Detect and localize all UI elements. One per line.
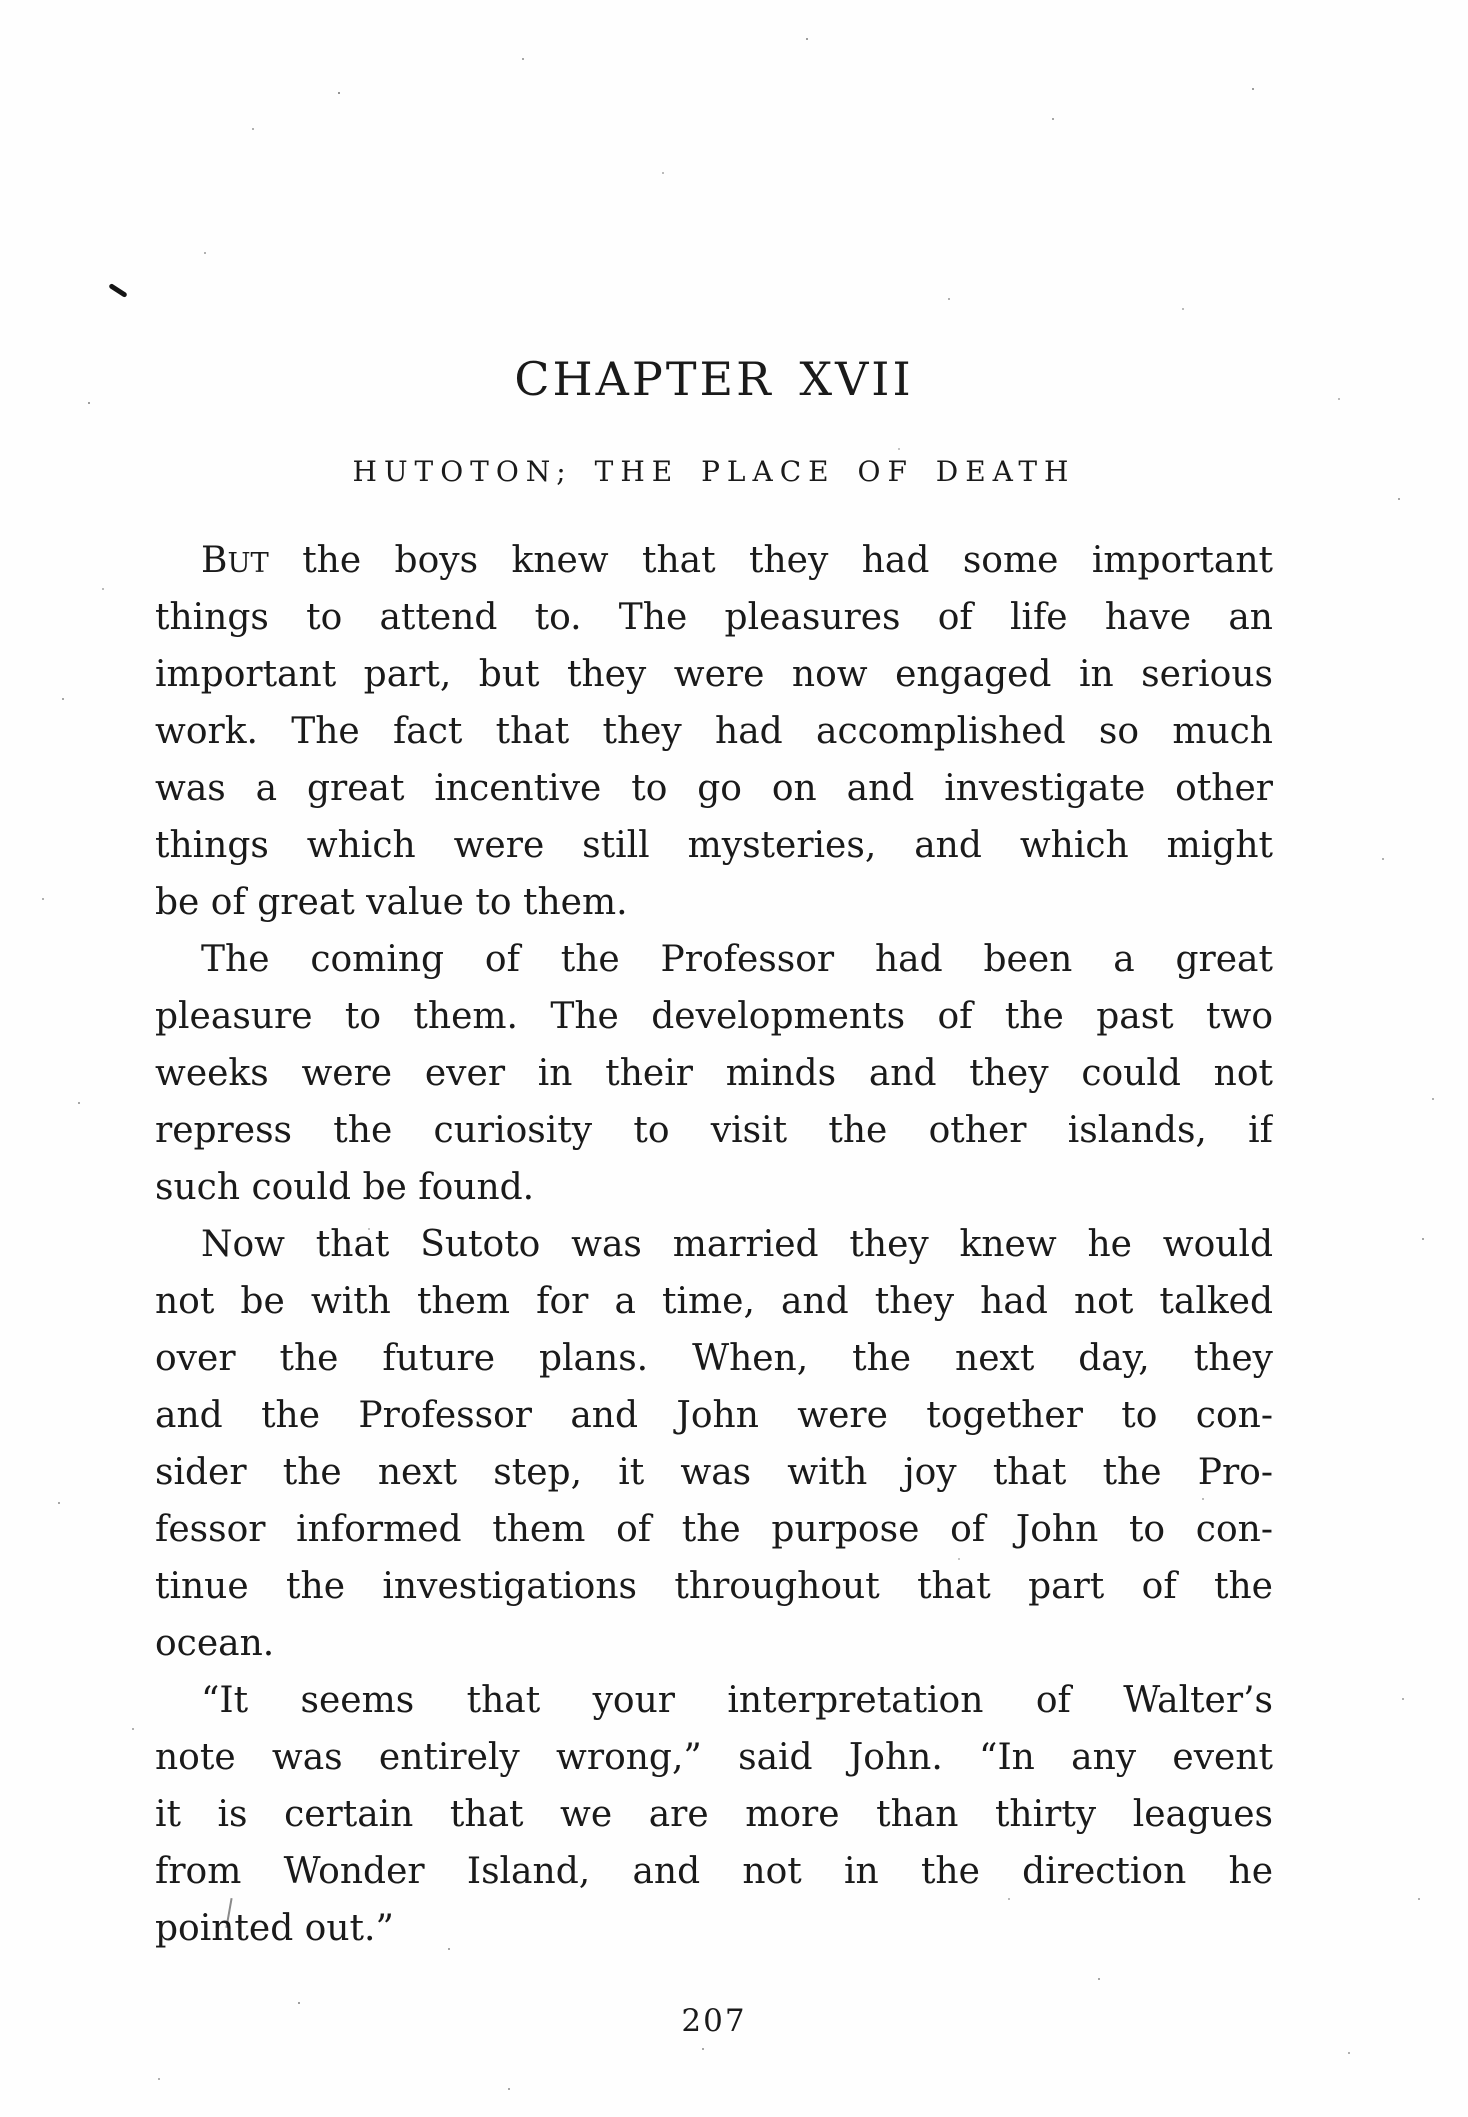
text-line: pleasure to them. The developments of the past two: [155, 996, 1273, 1037]
text-line: and the Professor and John were together to con-: [155, 1395, 1273, 1436]
text-line: BUT the boys knew that they had some important: [201, 540, 1273, 581]
text-column: [155, 0, 1273, 2039]
chapter-subtitle: HUTOTON; THE PLACE OF DEATH: [352, 455, 1076, 488]
text-line: weeks were ever in their minds and they could not: [155, 1053, 1273, 1094]
scan-speckles: [0, 0, 2, 2]
text-line: note was entirely wrong,” said John. “In any event: [155, 1737, 1273, 1778]
paragraph: [155, 931, 1273, 1216]
text-line: work. The fact that they had accomplished so much: [155, 711, 1273, 752]
text-line: things which were still mysteries, and which might: [155, 825, 1273, 866]
text-line: be of great value to them.: [155, 882, 628, 923]
page-body: [155, 532, 1273, 1957]
text-line: such could be found.: [155, 1167, 535, 1208]
page-number: 207: [681, 2003, 747, 2039]
text-line: over the future plans. When, the next day, they: [155, 1338, 1273, 1379]
text-line: pointed out.”: [155, 1908, 394, 1949]
chapter-heading: CHAPTER XVII: [514, 352, 914, 406]
text-line: “It seems that your interpretation of Walter’s: [201, 1680, 1273, 1721]
text-line: important part, but they were now engaged in serious: [155, 654, 1273, 695]
text-line: was a great incentive to go on and investigate other: [155, 768, 1273, 809]
text-line: repress the curiosity to visit the other islands, if: [155, 1110, 1273, 1151]
lead-capital: B: [201, 540, 228, 581]
paragraph: [155, 1216, 1273, 1672]
text-line: things to attend to. The pleasures of life have an: [155, 597, 1273, 638]
text-line: fessor informed them of the purpose of John to con-: [155, 1509, 1273, 1550]
text-line: ocean.: [155, 1623, 275, 1664]
text-line: from Wonder Island, and not in the direction he: [155, 1851, 1273, 1892]
lead-small-caps: UT: [227, 548, 269, 579]
paragraph: [155, 1672, 1273, 1957]
text-line: tinue the investigations throughout that part of the: [155, 1566, 1273, 1607]
text-line: it is certain that we are more than thirty leagues: [155, 1794, 1273, 1835]
paragraph: [155, 532, 1273, 931]
text-line: sider the next step, it was with joy that the Pro-: [155, 1452, 1273, 1493]
scan-artifact-mark: [108, 283, 127, 298]
text-line: Now that Sutoto was married they knew he would: [201, 1224, 1273, 1265]
text-line: not be with them for a time, and they had not talked: [155, 1281, 1273, 1322]
text-line: The coming of the Professor had been a great: [201, 939, 1273, 980]
